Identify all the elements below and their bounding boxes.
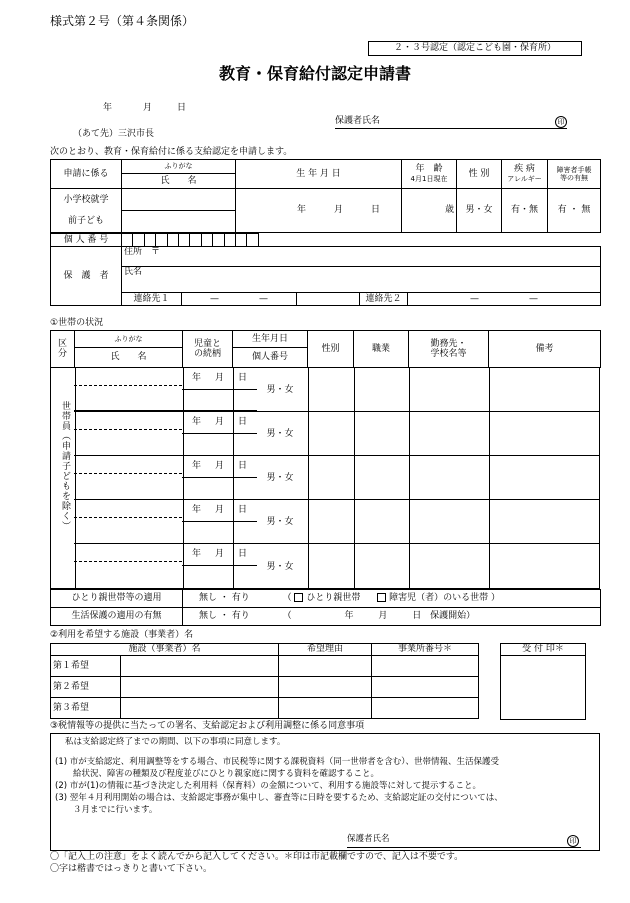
id-number-row: [50, 233, 600, 247]
child-age-field[interactable]: 歳: [402, 189, 457, 233]
choice3-reason-field[interactable]: [279, 698, 372, 719]
job-header: 職業: [354, 331, 409, 368]
choice1-label: 第１希望: [51, 656, 121, 677]
footer-note-2: 〇字は楷書ではっきりと書いて下さい。: [50, 864, 213, 874]
consent-item-3b: ３月までに行います。: [73, 805, 158, 815]
id-number-label: 個 人 番 号: [51, 234, 122, 247]
hh-sex-header: 性別: [308, 331, 354, 368]
guardian-label: 保 護 者: [51, 247, 122, 306]
child-furigana-field[interactable]: [122, 189, 236, 211]
member-birth-field[interactable]: 年 月 日: [182, 411, 257, 455]
reason-header: 希望理由: [279, 644, 372, 656]
facility-name-header: 施設（事業者）名: [51, 644, 279, 656]
contact2-label: 連絡先２: [360, 293, 408, 306]
member-sex-field[interactable]: 男・女: [266, 517, 294, 527]
contact1-label: 連絡先１: [122, 293, 182, 306]
guardian-table: [50, 246, 601, 306]
date-year-label: 年: [103, 103, 113, 113]
date-day-label: 日: [177, 103, 187, 113]
id-digit[interactable]: [156, 234, 167, 247]
member-name-field[interactable]: [74, 499, 182, 543]
welfare-field[interactable]: 無し ・ 有り （ 年 月 日 保護開始）: [183, 608, 601, 626]
note-header: 備考: [489, 331, 601, 368]
member-sex-field[interactable]: 男・女: [266, 385, 294, 395]
choice2-label: 第２希望: [51, 677, 121, 698]
consent-intro: 私は支給認定終了までの期間、以下の事項に同意します。: [65, 737, 286, 747]
choice3-office-field[interactable]: [372, 698, 479, 719]
id-digit[interactable]: [235, 234, 246, 247]
id-digit[interactable]: [133, 234, 144, 247]
name-header: 氏 名: [122, 174, 236, 189]
receipt-field: [501, 656, 586, 720]
hh-id-header: 個人番号: [233, 348, 308, 368]
facility-table: [50, 643, 479, 719]
choice1-facility-field[interactable]: [121, 656, 279, 677]
id-digit[interactable]: [224, 234, 235, 247]
child-sex-field[interactable]: 男・女: [457, 189, 502, 233]
receipt-header: 受 付 印＊: [501, 644, 586, 656]
consent-sign-field[interactable]: [347, 835, 581, 848]
single-parent-field[interactable]: 無し ・ 有り （ ひとり親世帯 障害児（者）のいる世帯 ）: [183, 590, 601, 608]
guardian-name-field[interactable]: [335, 116, 567, 129]
member-birth-field[interactable]: 年 月 日: [182, 455, 257, 499]
member-birth-field[interactable]: 年 月 日: [182, 367, 257, 411]
id-digit[interactable]: [178, 234, 189, 247]
child-disability-field[interactable]: 有 ・ 無: [548, 189, 601, 233]
furigana-header: ふりがな: [122, 160, 236, 174]
consent-box: [50, 733, 600, 851]
hh-name-header: 氏 名: [75, 348, 183, 368]
choice1-reason-field[interactable]: [279, 656, 372, 677]
choice2-office-field[interactable]: [372, 677, 479, 698]
single-parent-label: ひとり親世帯等の適用: [51, 590, 183, 608]
seal-icon: 印: [567, 835, 579, 847]
addressee: （あて先）三沢市長: [73, 129, 155, 139]
cert-type-box: ２・３号認定（認定こども園・保育所）: [368, 41, 582, 56]
child-name-field[interactable]: [122, 211, 236, 233]
member-birth-field[interactable]: 年 月 日: [182, 499, 257, 543]
hh-furigana-header: ふりがな: [75, 331, 183, 348]
subject-label-2: 小学校就学 前子ども: [51, 189, 122, 233]
child-birth-field[interactable]: 年 月 日: [236, 189, 402, 233]
receipt-stamp-box: [500, 643, 586, 720]
household-heading: ①世帯の状況: [50, 318, 104, 328]
welfare-label: 生活保護の適用の有無: [51, 608, 183, 626]
id-digit[interactable]: [213, 234, 224, 247]
footer-note-1: 〇「記入上の注意」をよく読んでから記入してください。＊印は市記載欄ですので、記入は不要です。: [50, 852, 464, 862]
contact1-field[interactable]: — —: [182, 293, 297, 306]
sex-header: 性 別: [457, 160, 502, 189]
member-name-field[interactable]: [74, 411, 182, 455]
id-digit[interactable]: [144, 234, 155, 247]
member-sex-field[interactable]: 男・女: [266, 562, 294, 572]
work-header: 勤務先・ 学校名等: [409, 331, 489, 368]
guardian-address-field[interactable]: 住所 〒: [122, 247, 601, 267]
child-disease-field[interactable]: 有・無: [502, 189, 548, 233]
choice3-label: 第３希望: [51, 698, 121, 719]
checkbox-icon[interactable]: [377, 593, 386, 602]
consent-sign-label: 保護者氏名: [347, 834, 390, 844]
subject-label: 申請に係る: [51, 160, 122, 189]
consent-item-1b: 給状況、障害の種類及び程度並びにひとり親家庭に関する資料を確認すること。: [73, 769, 380, 779]
disease-header: 疾 病 アレルギー: [502, 160, 548, 189]
choice1-office-field[interactable]: [372, 656, 479, 677]
date-month-label: 月: [143, 103, 153, 113]
choice2-facility-field[interactable]: [121, 677, 279, 698]
members-label: 世帯員（申請子どもを除く）: [60, 401, 70, 531]
member-birth-field[interactable]: 年 月 日: [182, 543, 257, 589]
intro-text: 次のとおり、教育・保育給付に係る支給認定を申請します。: [50, 147, 293, 157]
id-digit[interactable]: [247, 234, 258, 247]
consent-item-1: (1) 市が支給認定、利用調整等をする場合、市民税等に関する課税資料（同一世帯者を含む）、世帯情報、生活保護受: [55, 757, 499, 767]
relation-header: 児童と の続柄: [183, 331, 233, 368]
status-table: [50, 589, 601, 626]
member-name-field[interactable]: [74, 543, 182, 589]
id-digit[interactable]: [167, 234, 178, 247]
guardian-name-row[interactable]: 氏名: [122, 267, 601, 293]
age-header: 年 齢 4月1日現在: [402, 160, 457, 189]
member-sex-field[interactable]: 男・女: [266, 473, 294, 483]
household-table: [50, 330, 601, 368]
guardian-name-label: 保護者氏名: [335, 116, 381, 126]
page-title: 教育・保育給付認定申請書: [218, 64, 411, 83]
contact2-field[interactable]: — —: [408, 293, 601, 306]
seal-icon: 印: [555, 116, 567, 128]
form-number: 様式第２号（第４条関係）: [50, 14, 195, 28]
choice2-reason-field[interactable]: [279, 677, 372, 698]
consent-item-3: (3) 翌年４月利用開始の場合は、支給認定事務が集中し、審査等に日時を要するため、支給認定証の交付については、: [55, 793, 503, 803]
consent-heading: ③税情報等の提供に当たっての署名、支給認定および利用調整に係る同意事項: [50, 721, 365, 731]
id-digit[interactable]: [201, 234, 212, 247]
consent-item-2: (2) 市が(1)の情報に基づき決定した利用料（保育料）の金額について、利用する施設等に対して提示すること。: [55, 781, 481, 791]
applicant-table: [50, 159, 601, 233]
kubun-header: 区 分: [51, 331, 75, 368]
facility-heading: ②利用を希望する施設（事業者）名: [50, 630, 194, 640]
disability-header: 障害者手帳 等の有無: [548, 160, 601, 189]
id-digit[interactable]: [122, 234, 133, 247]
choice3-facility-field[interactable]: [121, 698, 279, 719]
hh-birth-header: 生年月日: [233, 331, 308, 348]
member-name-field[interactable]: [74, 455, 182, 499]
id-digit[interactable]: [190, 234, 201, 247]
member-name-field[interactable]: [74, 367, 182, 411]
office-no-header: 事業所番号＊: [372, 644, 479, 656]
member-sex-field[interactable]: 男・女: [266, 429, 294, 439]
checkbox-icon[interactable]: [294, 593, 303, 602]
birth-header: 生 年 月 日: [236, 160, 402, 189]
